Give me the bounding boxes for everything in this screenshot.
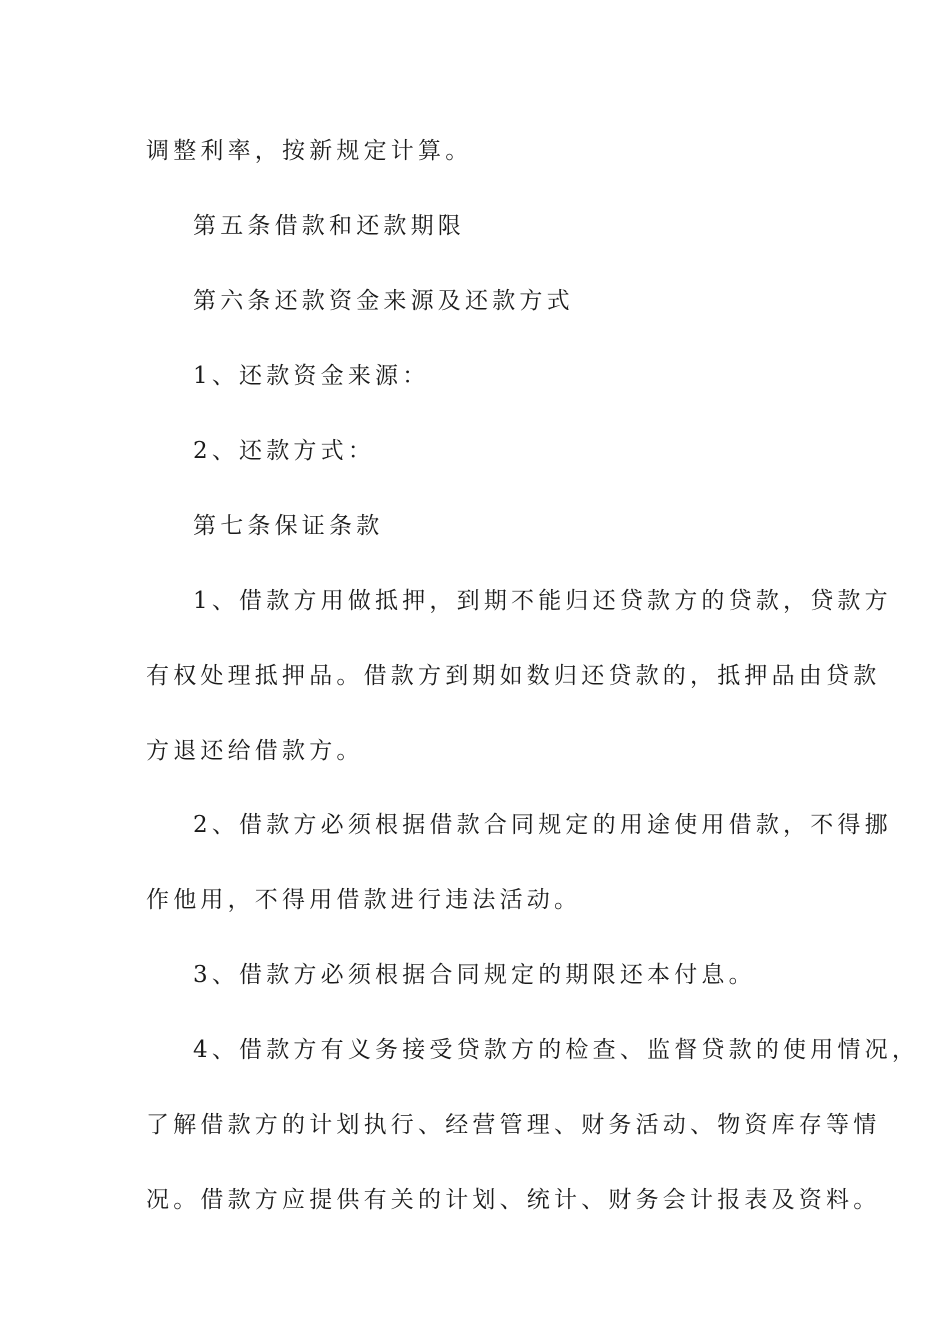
paragraph-line: 况。借款方应提供有关的计划、统计、财务会计报表及资料。	[146, 1187, 881, 1213]
list-item: 1、还款资金来源：	[193, 363, 430, 389]
article-heading: 第五条借款和还款期限	[193, 213, 465, 239]
paragraph-line: 1、借款方用做抵押，到期不能归还贷款方的贷款，贷款方	[193, 588, 892, 614]
paragraph-line: 作他用，不得用借款进行违法活动。	[146, 887, 582, 913]
paragraph-line: 调整利率，按新规定计算。	[146, 138, 473, 164]
article-heading: 第七条保证条款	[193, 513, 384, 539]
paragraph-line: 3、借款方必须根据合同规定的期限还本付息。	[193, 962, 756, 988]
paragraph-line: 方退还给借款方。	[146, 738, 364, 764]
paragraph-line: 有权处理抵押品。借款方到期如数归还贷款的，抵押品由贷款	[146, 663, 881, 689]
paragraph-line: 4、借款方有义务接受贷款方的检查、监督贷款的使用情况，	[193, 1037, 920, 1063]
list-item: 2、还款方式：	[193, 438, 376, 464]
paragraph-line: 了解借款方的计划执行、经营管理、财务活动、物资库存等情	[146, 1112, 881, 1138]
paragraph-line: 2、借款方必须根据借款合同规定的用途使用借款，不得挪	[193, 812, 892, 838]
article-heading: 第六条还款资金来源及还款方式	[193, 288, 574, 314]
